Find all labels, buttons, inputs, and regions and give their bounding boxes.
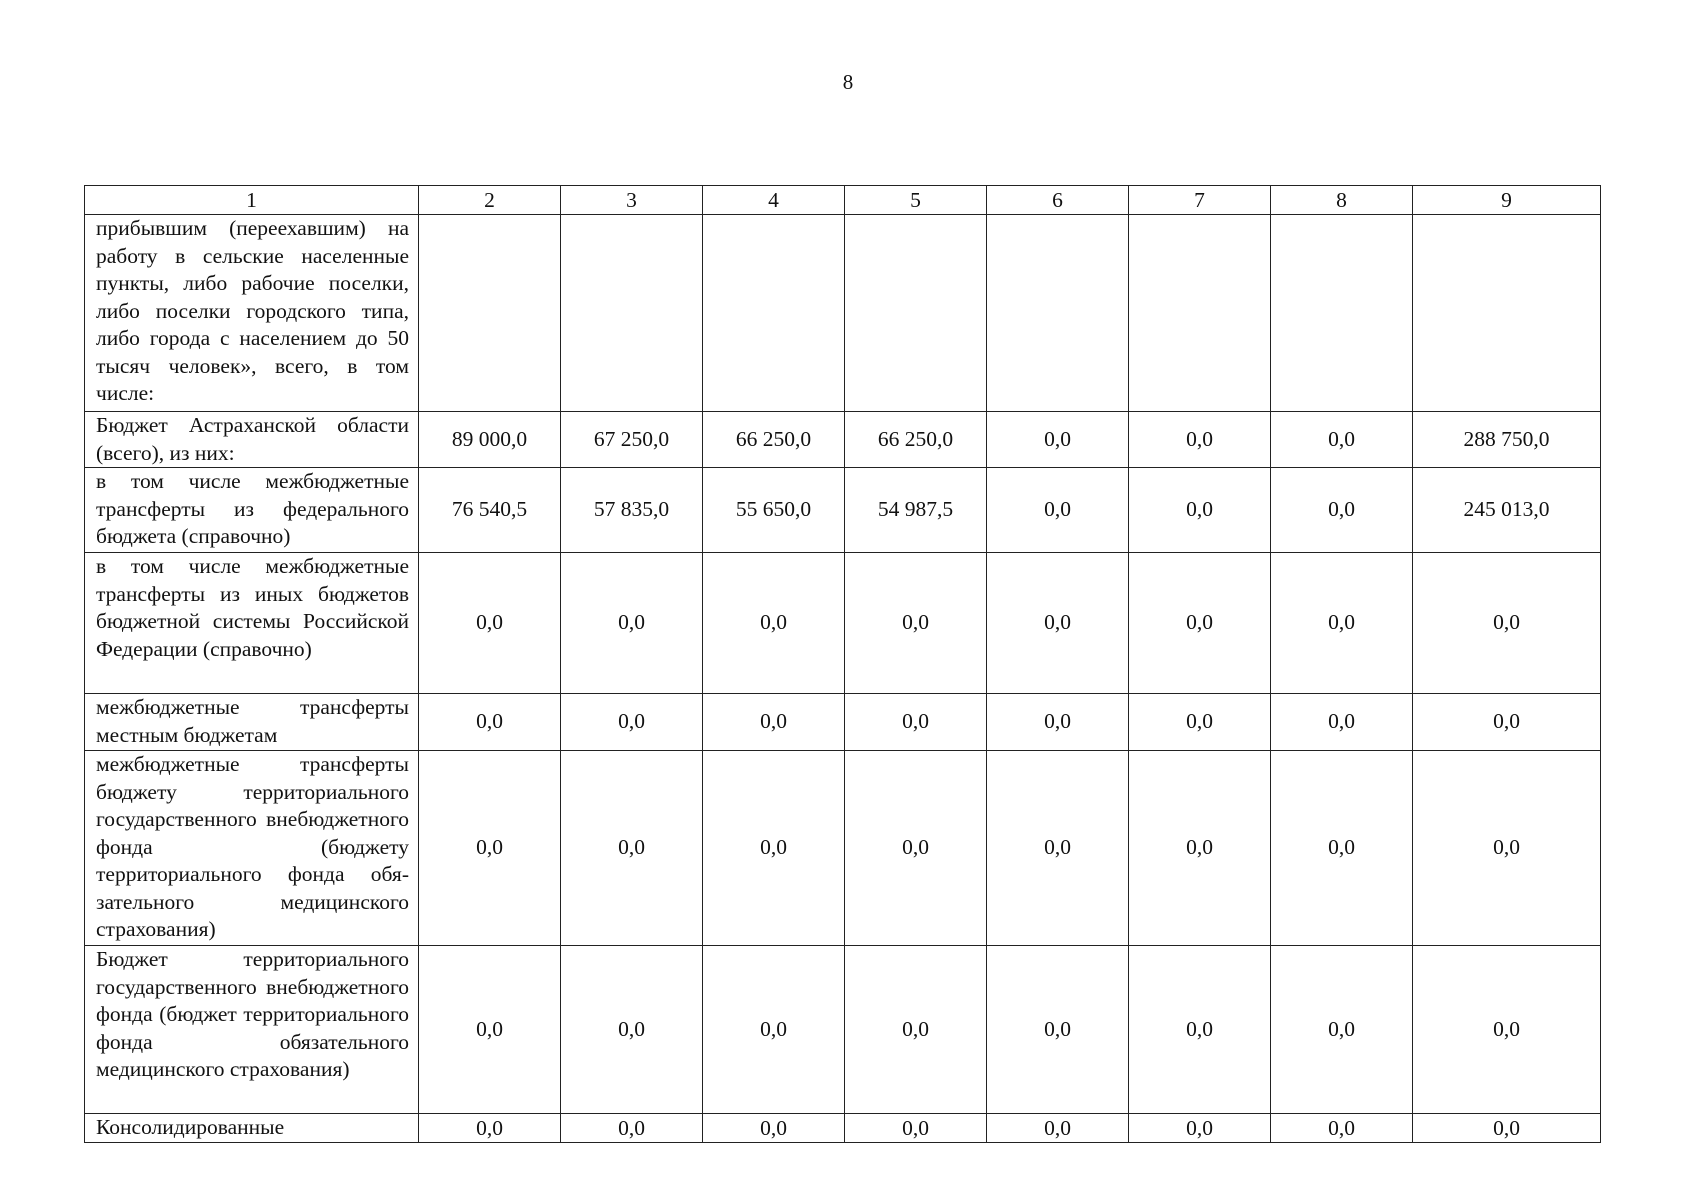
table-cell: 0,0: [561, 1114, 703, 1143]
table-cell: 66 250,0: [703, 412, 845, 468]
table-cell: 0,0: [1271, 946, 1413, 1114]
table-cell: [1129, 215, 1271, 412]
table-cell: 0,0: [845, 1114, 987, 1143]
table-cell: 0,0: [419, 1114, 561, 1143]
table-cell: 0,0: [1413, 946, 1601, 1114]
column-header: 1: [85, 186, 419, 215]
table-cell: 76 540,5: [419, 468, 561, 553]
page-number: 8: [842, 70, 854, 94]
column-header: 7: [1129, 186, 1271, 215]
column-header: 2: [419, 186, 561, 215]
table-cell: 54 987,5: [845, 468, 987, 553]
table-cell: 0,0: [703, 946, 845, 1114]
table-cell: 89 000,0: [419, 412, 561, 468]
table-cell: 0,0: [1129, 946, 1271, 1114]
row-label: прибывшим (переехавшим) на работу в сельские населенные пункты, либо рабочие поселки, либо поселки городского типа, либо города с населением до 50 тысяч человек», всего, в том числе:: [85, 215, 419, 412]
table-cell: 0,0: [561, 694, 703, 751]
table-cell: [419, 215, 561, 412]
table-cell: 0,0: [987, 553, 1129, 694]
table-cell: 0,0: [419, 553, 561, 694]
table-row: [85, 1114, 1601, 1143]
table-cell: 0,0: [1413, 694, 1601, 751]
table-row: [85, 468, 1601, 553]
table-cell: 0,0: [987, 946, 1129, 1114]
column-header: 4: [703, 186, 845, 215]
table-cell: 0,0: [419, 694, 561, 751]
table-cell: 0,0: [703, 694, 845, 751]
table-cell: 0,0: [1271, 468, 1413, 553]
row-label: в том числе межбюджетные трансферты из иных бюджетов бюджетной системы Российской Федерации (справочно): [85, 553, 419, 694]
data-table: [84, 185, 1601, 1143]
table-cell: 67 250,0: [561, 412, 703, 468]
row-label: Консолидированные: [85, 1114, 419, 1143]
table-row: [85, 751, 1601, 946]
table-cell: 0,0: [1271, 694, 1413, 751]
table-cell: [845, 215, 987, 412]
table-cell: 0,0: [1271, 553, 1413, 694]
row-label: межбюджетные трансферты бюджету территориального государственного внебюджетного фонда (бюджету территориального фонда обязательного медицинского страхования): [85, 751, 419, 946]
table-cell: 57 835,0: [561, 468, 703, 553]
table-cell: 0,0: [703, 553, 845, 694]
table-cell: 0,0: [1413, 553, 1601, 694]
table-cell: [987, 215, 1129, 412]
table-cell: 0,0: [845, 751, 987, 946]
table-row: [85, 553, 1601, 694]
table-cell: 0,0: [1129, 694, 1271, 751]
table-cell: 66 250,0: [845, 412, 987, 468]
table-cell: 0,0: [1271, 1114, 1413, 1143]
table-cell: 0,0: [987, 751, 1129, 946]
table-cell: 0,0: [1129, 412, 1271, 468]
row-label: Бюджет территориального государственного внебюджетного фонда (бюджет территориального фонда обязательного медицинского страхования): [85, 946, 419, 1114]
table-cell: 245 013,0: [1413, 468, 1601, 553]
table-cell: 0,0: [987, 694, 1129, 751]
table-row: [85, 694, 1601, 751]
table-cell: 55 650,0: [703, 468, 845, 553]
column-header: 3: [561, 186, 703, 215]
table-cell: 0,0: [1129, 468, 1271, 553]
table-cell: 0,0: [703, 1114, 845, 1143]
table-cell: 0,0: [1413, 1114, 1601, 1143]
table-row: [85, 215, 1601, 412]
table-cell: 288 750,0: [1413, 412, 1601, 468]
row-label: в том числе межбюджетные трансферты из федерального бюджета (справочно): [85, 468, 419, 553]
table-cell: 0,0: [419, 751, 561, 946]
table-cell: 0,0: [1129, 553, 1271, 694]
table-cell: 0,0: [845, 946, 987, 1114]
table-cell: 0,0: [987, 1114, 1129, 1143]
table-cell: 0,0: [845, 694, 987, 751]
table-cell: [1271, 215, 1413, 412]
column-header: 8: [1271, 186, 1413, 215]
table-cell: 0,0: [703, 751, 845, 946]
table-cell: 0,0: [1271, 751, 1413, 946]
table-header-row: [85, 186, 1601, 215]
table-cell: 0,0: [987, 468, 1129, 553]
table-cell: 0,0: [1271, 412, 1413, 468]
row-label: межбюджетные трансферты местным бюджетам: [85, 694, 419, 751]
table-row: [85, 946, 1601, 1114]
table-cell: 0,0: [845, 553, 987, 694]
table-cell: 0,0: [419, 946, 561, 1114]
table-cell: 0,0: [1413, 751, 1601, 946]
table-cell: 0,0: [561, 751, 703, 946]
table-row: [85, 412, 1601, 468]
table-cell: [1413, 215, 1601, 412]
table-cell: 0,0: [1129, 751, 1271, 946]
table-cell: [703, 215, 845, 412]
column-header: 9: [1413, 186, 1601, 215]
column-header: 6: [987, 186, 1129, 215]
table-cell: 0,0: [1129, 1114, 1271, 1143]
column-header: 5: [845, 186, 987, 215]
table-cell: [561, 215, 703, 412]
table-cell: 0,0: [561, 946, 703, 1114]
table-cell: 0,0: [561, 553, 703, 694]
row-label: Бюджет Астраханской области (всего), из них:: [85, 412, 419, 468]
table-cell: 0,0: [987, 412, 1129, 468]
